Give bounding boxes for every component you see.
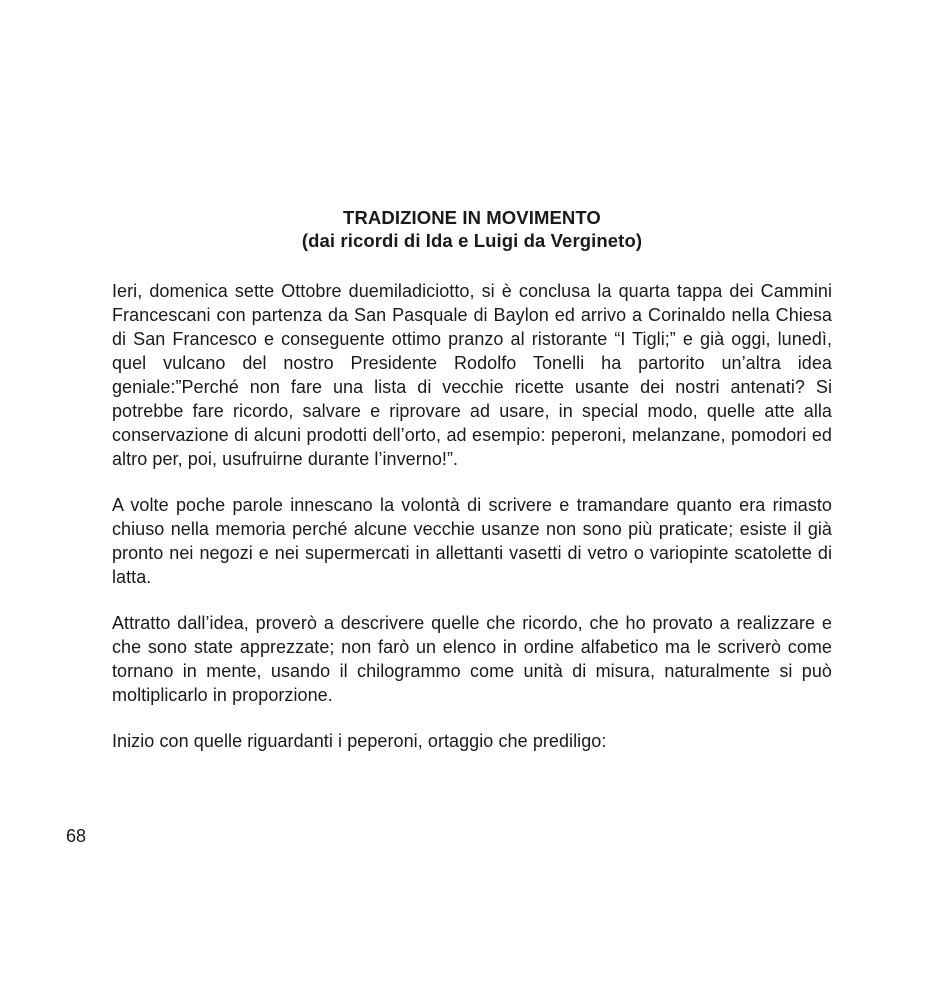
paragraph-3: Attratto dall’idea, proverò a descrivere quelle che ricordo, che ho provato a realizzare e che sono state apprezzate; non farò un elenco in ordine alfabetico ma le scriverò come tornano in mente, usando il chilogrammo come unità di misura, naturalmente si può moltiplicarlo in proporzione. [112,613,832,705]
title-line-subtitle: (dai ricordi di Ida e Luigi da Vergineto) [301,230,643,251]
paragraph-4: Inizio con quelle riguardanti i peperoni, ortaggio che prediligo: [112,731,607,751]
paragraph-1: Ieri, domenica sette Ottobre duemiladiciotto, si è conclusa la quarta tappa dei Cammini Francescani con partenza da San Pasquale di Baylon ed arrivo a Corinaldo nella Chiesa di San Francesco e conseguente ottimo pranzo al ristorante “I Tigli;” e già oggi, lunedì, quel vulcano del nostro Presidente Rodolfo Tonelli ha partorito un’altra idea geniale:”Perché non fare una lista di vecchie ricette usante dei nostri antenati? Si potrebbe fare ricordo, salvare e riprovare ad usare, in special modo, quelle atte alla conservazione di alcuni prodotti dell’orto, ad esempio: peperoni, melanzane, pomodori ed altro per, poi, usufruirne durante l’inverno!”. [112,281,832,469]
page-content [112,206,832,753]
paragraph-2: A volte poche parole innescano la volontà di scrivere e tramandare quanto era rimasto chiuso nella memoria perché alcune vecchie usanze non sono più praticate; esiste il già pronto nei negozi e nei supermercati in allettanti vasetti di vetro o variopinte scatolette di latta. [112,495,832,587]
page-title [112,206,832,252]
page-number: 68 [66,826,87,846]
body-text [112,279,832,753]
title-line-primary: TRADIZIONE IN MOVIMENTO [343,207,601,228]
